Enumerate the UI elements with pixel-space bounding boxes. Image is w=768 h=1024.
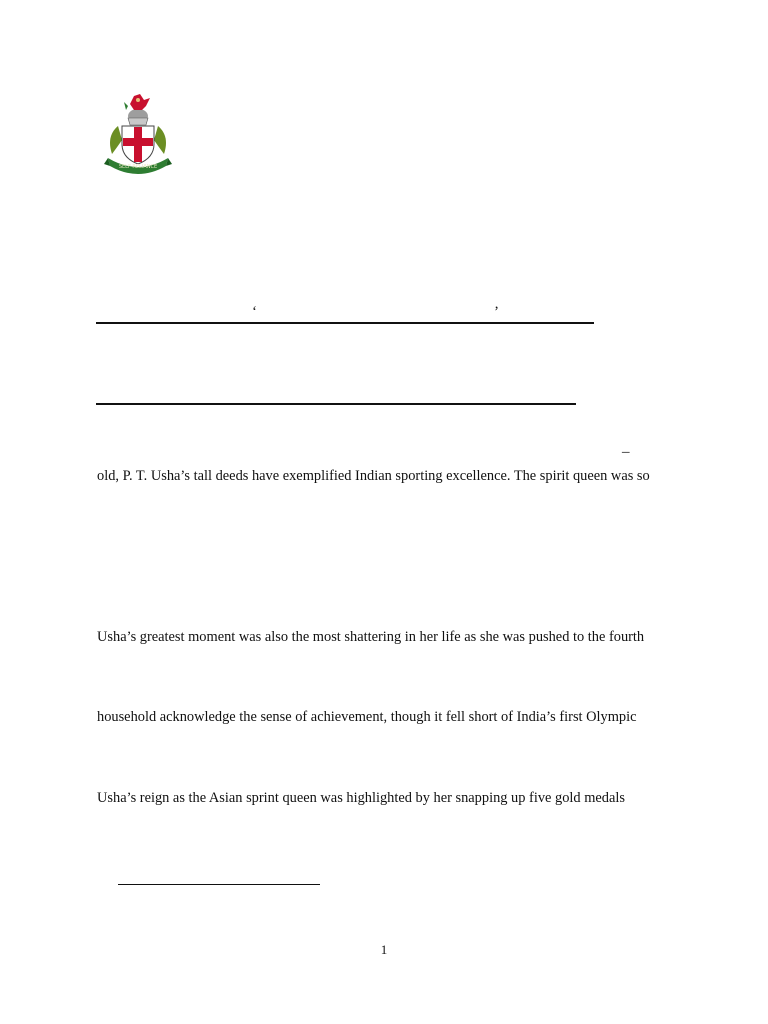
line-dash: _ [622, 439, 630, 455]
body-line-4: Usha’s reign as the Asian sprint queen was highlighted by her snapping up five gold medals [97, 790, 625, 806]
school-crest-icon [104, 92, 172, 176]
body-line-1: old, P. T. Usha’s tall deeds have exemplified Indian sporting excellence. The spirit queen was so [97, 468, 650, 484]
body-line-3: household acknowledge the sense of achievement, though it fell short of India’s first Olympic [97, 709, 637, 725]
body-line-2: Usha’s greatest moment was also the most shattering in her life as she was pushed to the fourth [97, 629, 645, 645]
title-open-quote: ‘ [252, 304, 257, 320]
svg-text:SELF RELIANCE: SELF RELIANCE [118, 164, 158, 170]
title-close-quote: ’ [494, 304, 499, 320]
footnote-separator [118, 884, 320, 885]
page-number: 1 [380, 942, 388, 957]
title-underline-1 [96, 322, 594, 324]
title-underline-2 [96, 403, 576, 405]
